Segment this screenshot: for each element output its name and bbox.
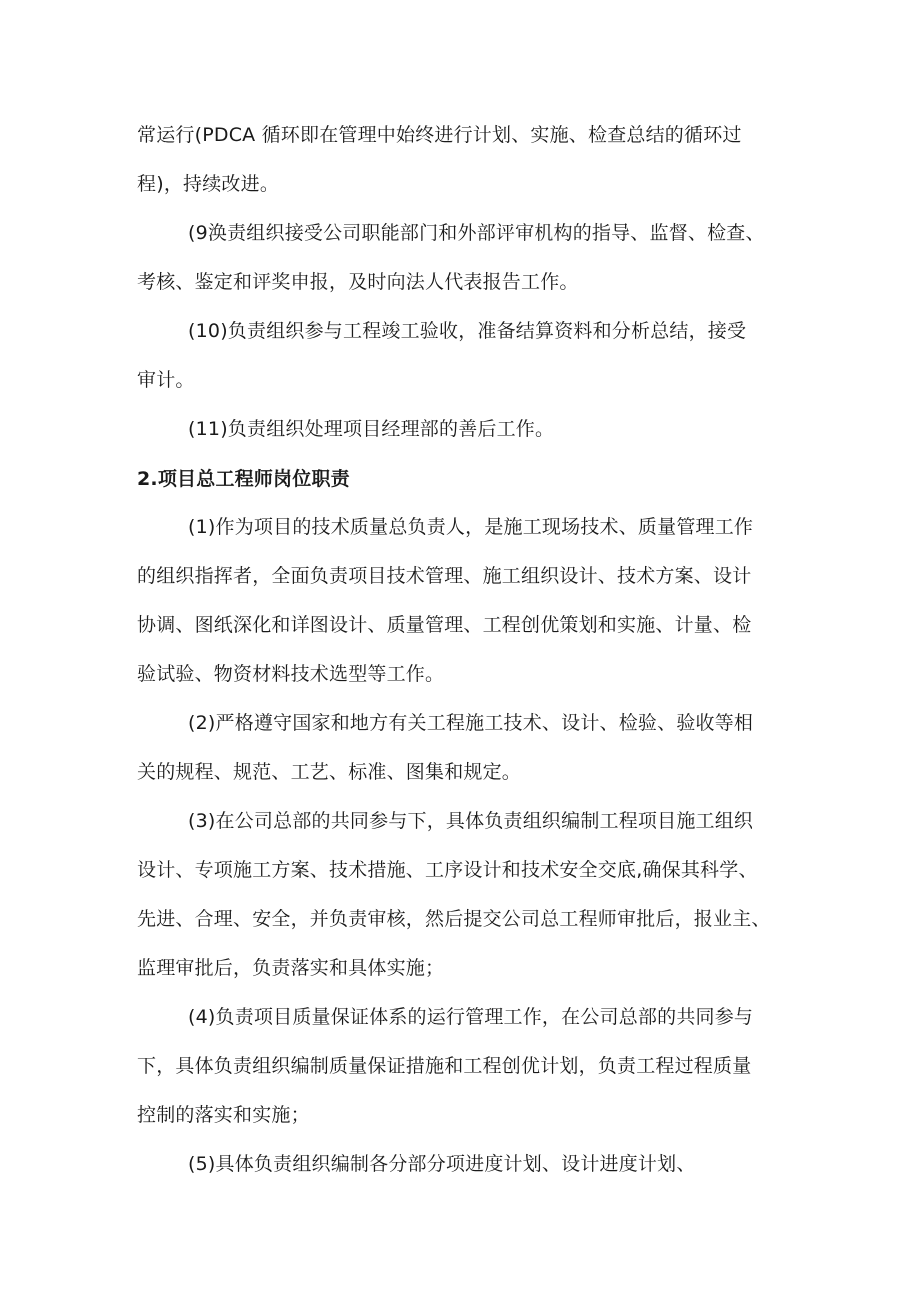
paragraph-line: 协调、图纸深化和详图设计、质量管理、工程创优策划和实施、计量、检 — [137, 614, 752, 636]
paragraph-line: 常运行(PDCA 循环即在管理中始终进行计划、实施、检查总结的循环过 — [137, 124, 742, 146]
paragraph-line: (5)具体负责组织编制各分部分项进度计划、设计进度计划、 — [188, 1153, 696, 1175]
paragraph-line: 先进、合理、安全，并负责审核，然后提交公司总工程师审批后，报业主、 — [137, 908, 771, 930]
paragraph-line: (4)负责项目质量保证体系的运行管理工作，在公司总部的共同参与 — [188, 1006, 754, 1028]
paragraph-line: (10)负责组织参与工程竣工验收，准备结算资料和分析总结，接受 — [188, 320, 747, 342]
paragraph-line: (2)严格遵守国家和地方有关工程施工技术、设计、检验、验收等相 — [188, 712, 754, 734]
paragraph-line: 审计。 — [137, 369, 195, 391]
paragraph-line: 下，具体负责组织编制质量保证措施和工程创优计划，负责工程过程质量 — [137, 1055, 752, 1077]
paragraph-line: (11)负责组织处理项目经理部的善后工作。 — [188, 418, 555, 440]
paragraph-line: 控制的落实和实施； — [137, 1104, 310, 1126]
paragraph-line: 关的规程、规范、工艺、标准、图集和规定。 — [137, 761, 522, 783]
paragraph-line: 监理审批后，负责落实和具体实施； — [137, 957, 445, 979]
paragraph-line: 程)，持续改进。 — [137, 173, 280, 195]
section-heading: 2.项目总工程师岗位职责 — [137, 468, 350, 490]
paragraph-line: (3)在公司总部的共同参与下，具体负责组织编制工程项目施工组织 — [188, 810, 754, 832]
paragraph-line: 的组织指挥者，全面负责项目技术管理、施工组织设计、技术方案、设计 — [137, 565, 752, 587]
paragraph-line: (9涣责组织接受公司职能部门和外部评审机构的指导、监督、检查、 — [188, 222, 765, 244]
paragraph-line: 验试验、物资材料技术选型等工作。 — [137, 663, 445, 685]
paragraph-line: 设计、专项施工方案、技术措施、工序设计和技术安全交底,确保其科学、 — [137, 859, 758, 881]
paragraph-line: (1)作为项目的技术质量总负责人，是施工现场技术、质量管理工作 — [188, 516, 754, 538]
paragraph-line: 考核、鉴定和评奖申报，及时向法人代表报告工作。 — [137, 271, 579, 293]
